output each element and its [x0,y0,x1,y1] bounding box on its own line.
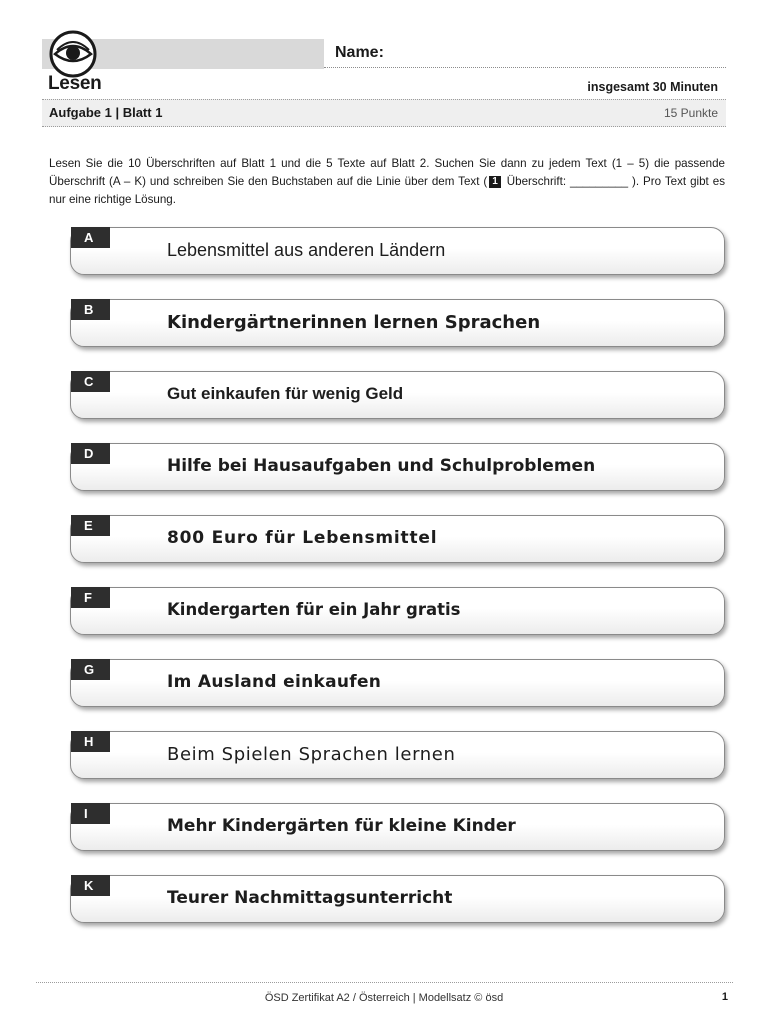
footer-divider [36,982,733,983]
name-label: Name: [335,44,384,61]
headline-letter: B [71,299,110,320]
headline-text: Beim Spielen Sprachen lernen [167,744,456,765]
instructions-part2: Überschrift: _________ ). Pro Text gibt es nur eine richtige Lösung. [49,175,725,206]
headline-card-c [70,371,725,419]
footer-text: ÖSD Zertifikat A2 / Österreich | Modellsatz © ösd [264,992,504,1004]
headline-text: Hilfe bei Hausaufgaben und Schulproblemen [167,456,596,476]
headline-card-a [70,227,725,275]
headline-letter: H [71,731,110,752]
headline-letter: C [71,371,110,392]
headline-letter: A [71,227,110,248]
instructions-part1: Lesen Sie die 10 Überschriften auf Blatt 1 und die 5 Texte auf Blatt 2. Suchen Sie dann zu jedem Text (1 – 5) die passende Überschrift (A – K) und schreiben Sie den Buchstaben auf die Linie über dem Text ( [49,157,725,188]
duration-label: insgesamt 30 Minuten [587,80,718,94]
points-label: 15 Punkte [663,106,718,120]
headline-card-g [70,659,725,707]
headline-card-f [70,587,725,635]
headline-letter: D [71,443,110,464]
headline-card-d [70,443,725,491]
headline-text: Gut einkaufen für wenig Geld [167,384,404,403]
headline-card-i [70,803,725,851]
example-number-badge: 1 [489,176,501,188]
headline-text: 800 Euro für Lebensmittel [167,528,438,548]
headline-text: Kindergarten für ein Jahr gratis [167,600,461,619]
headline-text: Mehr Kindergärten für kleine Kinder [167,816,516,836]
headline-letter: F [71,587,110,608]
headline-card-k [70,875,725,923]
task-label: Aufgabe 1 | Blatt 1 [49,105,163,120]
headline-text: Im Ausland einkaufen [167,672,382,692]
name-line [324,67,726,68]
headline-text: Kindergärtnerinnen lernen Sprachen [167,312,541,333]
page-number: 1 [721,991,728,1003]
headline-card-h [70,731,725,779]
headline-card-e [70,515,725,563]
headline-letter: K [71,875,110,896]
section-title: Lesen [48,73,102,94]
eye-icon [47,30,99,78]
headline-text: Teurer Nachmittagsunterricht [167,888,453,908]
instructions [49,155,725,209]
headline-letter: G [71,659,110,680]
headline-letter: E [71,515,110,536]
headline-letter: I [71,803,110,824]
headline-card-b [70,299,725,347]
headline-text: Lebensmittel aus anderen Ländern [167,240,446,260]
